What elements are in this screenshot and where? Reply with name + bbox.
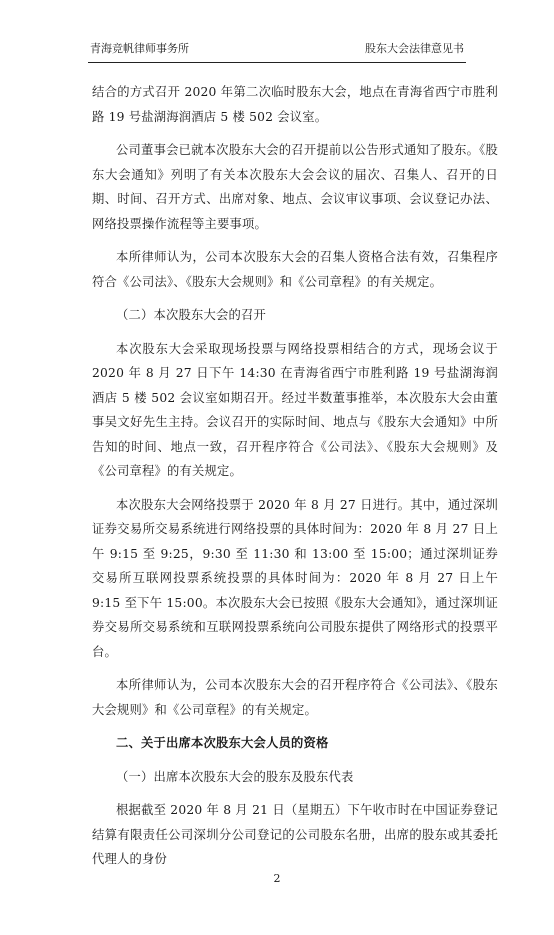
law-firm-name: 青海竞帆律师事务所 xyxy=(90,42,189,55)
body-paragraph: 本次股东大会网络投票于 2020 年 8 月 27 日进行。其中，通过深圳证券交易所交易系统进行网络投票的具体时间为：2020 年 8 月 27 日上午 9:15 至 9:25，9:30 至 11:30 和 13:00 至 15:00；通过深圳证券交易所互联网投票系统投票的具体时间为：2020 年 8 月 27 日上午 9:15 至下午 15:00。本次股东大会已按照《股东大会通知》，通过深圳证券交易所交易系统和互联网投票系统向公司股东提供了网络形式的投票平台。 xyxy=(92,497,498,659)
page-header xyxy=(88,36,466,63)
body-paragraph: 本次股东大会采取现场投票与网络投票相结合的方式，现场会议于 2020 年 8 月 27 日下午 14:30 在青海省西宁市胜利路 19 号盐湖海润酒店 5 楼 502 会议室如期召开。经过半数董事推举，本次股东大会由董事吴文好先生主持。会议召开的实际时间、地点与《股东大会通知》中所告知的时间、地点一致，召开程序符合《公司法》、《股东大会规则》及《公司章程》的有关规定。 xyxy=(92,341,498,478)
page-number: 2 xyxy=(273,872,281,885)
body-paragraph: 公司董事会已就本次股东大会的召开提前以公告形式通知了股东。《股东大会通知》列明了有关本次股东大会会议的届次、召集人、召开的日期、时间、召开方式、出席对象、地点、会议审议事项、会议登记办法、网络投票操作流程等主要事项。 xyxy=(92,143,498,231)
document-body xyxy=(92,80,498,881)
section-subheading: （一）出席本次股东大会的股东及股东代表 xyxy=(116,769,354,784)
body-paragraph: 本所律师认为，公司本次股东大会的召集人资格合法有效，召集程序符合《公司法》、《股东大会规则》和《公司章程》的有关规定。 xyxy=(92,250,498,289)
body-paragraph: 本所律师认为，公司本次股东大会的召开程序符合《公司法》、《股东大会规则》和《公司章程》的有关规定。 xyxy=(92,678,498,717)
body-paragraph: 结合的方式召开 2020 年第二次临时股东大会，地点在青海省西宁市胜利路 19 号盐湖海润酒店 5 楼 502 会议室。 xyxy=(92,85,498,124)
document-type: 股东大会法律意见书 xyxy=(365,42,464,55)
section-heading: 二、关于出席本次股东大会人员的资格 xyxy=(116,736,329,750)
section-subheading: （二）本次股东大会的召开 xyxy=(116,308,266,322)
body-paragraph: 根据截至 2020 年 8 月 21 日（星期五）下午收市时在中国证券登记结算有限责任公司深圳分公司登记的公司股东名册，出席的股东或其委托代理人的身份 xyxy=(92,803,498,866)
